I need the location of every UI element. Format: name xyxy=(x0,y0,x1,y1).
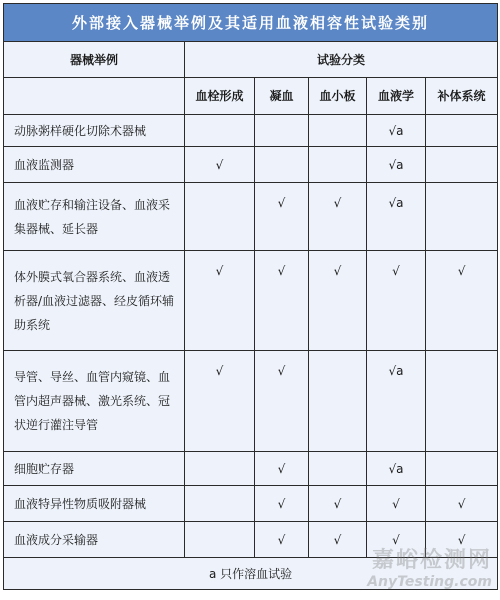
mark-cell xyxy=(309,351,367,452)
category-hematology: 血液学 xyxy=(367,78,426,115)
mark-cell: √ xyxy=(185,147,255,183)
mark-cell: √ xyxy=(255,183,309,251)
title-row xyxy=(4,4,498,42)
mark-cell xyxy=(185,115,255,147)
mark-cell: √ xyxy=(426,251,498,351)
category-complement: 补体系统 xyxy=(426,78,498,115)
table-row xyxy=(4,351,498,452)
device-name: 体外膜式氧合器系统、血液透析器/血液过滤器、经皮循环辅助系统 xyxy=(4,251,185,351)
mark-cell xyxy=(426,147,498,183)
footnote-row xyxy=(4,558,498,590)
table-row xyxy=(4,486,498,522)
mark-cell: √a xyxy=(367,183,426,251)
mark-cell: √ xyxy=(255,251,309,351)
mark-cell xyxy=(309,452,367,486)
mark-cell: √ xyxy=(255,452,309,486)
mark-cell xyxy=(185,522,255,558)
mark-cell: √ xyxy=(185,351,255,452)
table-row xyxy=(4,522,498,558)
table-row xyxy=(4,251,498,351)
mark-cell: √ xyxy=(426,522,498,558)
header-row-1 xyxy=(4,42,498,78)
category-coagulation: 凝血 xyxy=(255,78,309,115)
mark-cell: √a xyxy=(367,147,426,183)
mark-cell: √ xyxy=(309,183,367,251)
empty-header-cell xyxy=(4,78,185,115)
mark-cell xyxy=(185,486,255,522)
mark-cell: √ xyxy=(367,522,426,558)
device-name: 细胞贮存器 xyxy=(4,452,185,486)
watermark-text-cn: 嘉峪检测网 xyxy=(371,548,492,573)
mark-cell: √ xyxy=(426,486,498,522)
table-row xyxy=(4,183,498,251)
mark-cell xyxy=(309,115,367,147)
mark-cell xyxy=(255,115,309,147)
mark-cell xyxy=(426,183,498,251)
device-name: 血液贮存和输注设备、血液采集器械、延长器 xyxy=(4,183,185,251)
mark-cell: √ xyxy=(309,251,367,351)
mark-cell: √a xyxy=(367,452,426,486)
category-platelet: 血小板 xyxy=(309,78,367,115)
mark-cell xyxy=(185,452,255,486)
mark-cell xyxy=(309,147,367,183)
category-thrombosis: 血栓形成 xyxy=(185,78,255,115)
device-name: 动脉粥样硬化切除术器械 xyxy=(4,115,185,147)
mark-cell: √ xyxy=(309,522,367,558)
device-name: 血液特异性物质吸附器械 xyxy=(4,486,185,522)
mark-cell: √ xyxy=(367,251,426,351)
mark-cell xyxy=(255,147,309,183)
compatibility-table xyxy=(3,3,498,590)
mark-cell xyxy=(185,183,255,251)
mark-cell: √ xyxy=(185,251,255,351)
mark-cell: √ xyxy=(255,351,309,452)
watermark-text-en: AnyTesting.com xyxy=(367,574,492,590)
mark-cell xyxy=(426,452,498,486)
device-name: 血液监测器 xyxy=(4,147,185,183)
mark-cell: √ xyxy=(309,486,367,522)
test-category-header: 试验分类 xyxy=(185,42,498,78)
mark-cell: √ xyxy=(255,522,309,558)
mark-cell: √ xyxy=(367,486,426,522)
table-title: 外部接入器械举例及其适用血液相容性试验类别 xyxy=(4,4,498,42)
table-row xyxy=(4,147,498,183)
mark-cell xyxy=(426,351,498,452)
device-name: 血液成分采输器 xyxy=(4,522,185,558)
table-row xyxy=(4,115,498,147)
mark-cell xyxy=(426,115,498,147)
footnote: a 只作溶血试验 xyxy=(4,558,498,590)
table-row xyxy=(4,452,498,486)
header-row-2 xyxy=(4,78,498,115)
device-name: 导管、导丝、血管内窥镜、血管内超声器械、激光系统、冠状逆行灌注导管 xyxy=(4,351,185,452)
mark-cell: √a xyxy=(367,351,426,452)
item-column-header: 器械举例 xyxy=(4,42,185,78)
mark-cell: √a xyxy=(367,115,426,147)
mark-cell: √ xyxy=(255,486,309,522)
